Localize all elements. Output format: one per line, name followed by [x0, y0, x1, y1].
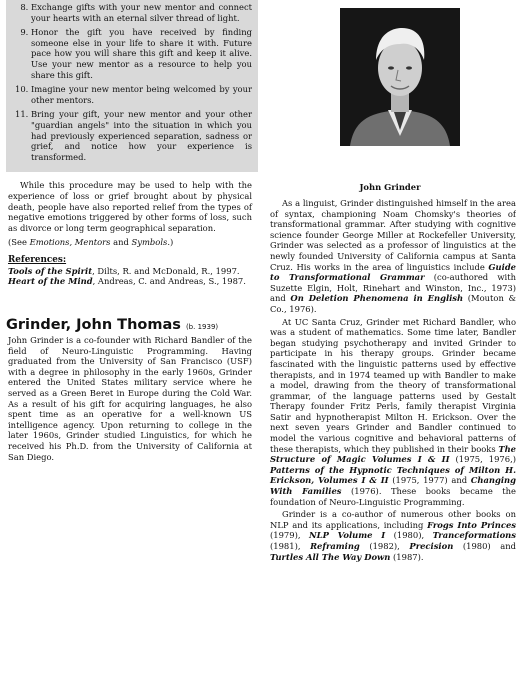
p3-text-f: (1982),: [359, 541, 410, 551]
references-heading: References:: [8, 254, 67, 265]
photo-caption: John Grinder: [359, 182, 421, 192]
p2-text-e: (1976). These books became the foundation of Neuro-Linguistic Programming.: [270, 486, 516, 507]
p3-text-d: (1980),: [385, 530, 433, 541]
reference-2-title: Heart of the Mind: [8, 276, 93, 287]
p3-text-g: (1980) and: [453, 541, 516, 551]
linguist-paragraph: [270, 198, 516, 315]
see-link-emotions-mentors[interactable]: Emotions, Mentors: [29, 237, 111, 248]
see-suffix: .): [167, 237, 174, 248]
p3-title-frogs: Frogs Into Princes: [427, 519, 516, 530]
bio-paragraph: John Grinder is a co-founder with Richard Bandler of the field of Neuro-Linguistic Programming. Having graduated from the University of San Francisco (USF) with a degree in philosophy in the early 1960s, Grinder entered the United States military service where he served as a Green Beret in Europe during the Cold War. As a result of his gift for acquiring languages, he also spent time as an operative for a well-known US intelligence agency. Upon returning to college in the later 1960s, Grinder studied Linguistics, for which he received his Ph.D. from the University of California at San Diego.: [8, 335, 252, 462]
p3-text-c: (1979),: [270, 530, 310, 541]
p2-title-patterns: Patterns of the Hypnotic Techniques of Milton H. Erickson, Volumes I & II: [270, 464, 516, 486]
portrait-photo: [340, 8, 460, 146]
p2-title-structure: The Structure of Magic Volumes I & II: [270, 443, 516, 465]
p3-text-e: (1981),: [270, 541, 311, 551]
coauthor-paragraph: [270, 509, 516, 562]
step-10: 10. Imagine your new mentor being welcomed by your other mentors.: [31, 84, 252, 105]
p3-text-a: Grinder is a co-author of numerous other books on NLP and its applications, including: [270, 509, 516, 530]
see-and: and: [110, 237, 132, 248]
entry-name: Grinder, John Thomas: [6, 317, 181, 334]
entry-dates: (b. 1939): [185, 323, 219, 332]
p3-title-tranceformations: Tranceformations: [432, 530, 516, 541]
p1-text-a: As a linguist, Grinder distinguished himself in the area of syntax, championing Noam Chomsky's theories of transformational grammar. After studying with cognitive science founder George Miller at Rockefeller University, Grinder was selected as a professor of linguistics at the newly founded University of California campus at Santa Cruz. His works in the area of linguistics include: [270, 198, 516, 272]
steps-list: [12, 2, 252, 162]
see-also: [8, 237, 252, 248]
p1-text-c: (co-authored with Suzette Elgin, Holt, Rinehart and Winston, Inc., 1973) and: [270, 272, 516, 304]
p3-title-turtles: Turtles All The Way Down: [270, 551, 391, 562]
p2-text-d: (1975, 1977) and: [388, 475, 471, 486]
p3-title-nlp: NLP Volume I: [309, 530, 386, 541]
bandler-paragraph: [270, 317, 516, 508]
left-column: [0, 0, 258, 462]
reference-1: [8, 266, 252, 277]
reference-1-details: , Dilts, R. and McDonald, R., 1997.: [92, 265, 240, 276]
step-8: 8. Exchange gifts with your new mentor and connect your hearts with an eternal silver thread of light.: [31, 2, 252, 23]
loss-paragraph: While this procedure may be used to help with the experience of loss or grief brought about by physical death, people have also reported relief from the types of negative emotions triggered by other forms of loss, such as divorce or long term geographical separation.: [8, 180, 252, 233]
step-9: 9. Honor the gift you have received by finding someone else in your life to share it with. Future pace how you will share this gift and keep it alive. Use your new mentor as a resource to help you share this gift.: [31, 27, 252, 80]
p2-text-a: At UC Santa Cruz, Grinder met Richard Bandler, who was a student of mathematics. Some time later, Bandler began studying psychotherapy and invited Grinder to participate in his therapy groups. Grinder became fascinated with the linguistic patterns used by effective therapists, and in 1974 teamed up with Bandler to make a model, drawing from the theory of transformational grammar, of the language patterns used by Gestalt Therapy founder Fritz Perls, family therapist Virginia Satir and hypnotherapist Milton H. Erickson. Over the next seven years Grinder and Bandler continued to model the various cognitive and behavioral patterns of these therapists, which they published in their books: [270, 316, 516, 454]
step-11: 11. Bring your gift, your new mentor and your other "guardian angels" into the situation in which you had previously experienced separation, sadness or grief, and notice how your experience is transformed.: [31, 109, 252, 162]
steps-box: [6, 0, 258, 172]
p1-title-guide: Guide to Transformational Grammar: [270, 261, 516, 283]
p1-title-deletion: On Deletion Phenomena in English: [290, 293, 464, 304]
entry-heading: [6, 317, 258, 333]
p2-title-families: Changing With Families: [270, 475, 516, 497]
p3-text-h: (1987).: [390, 551, 424, 562]
reference-2-details: , Andreas, C. and Andreas, S., 1987.: [92, 276, 246, 287]
portrait-illustration: [340, 8, 460, 146]
p2-text-c: (1975, 1976,): [449, 454, 516, 465]
right-column: [270, 0, 516, 562]
p1-text-d: (Mouton & Co., 1976).: [270, 293, 516, 314]
p3-title-reframing: Reframing: [310, 541, 360, 551]
reference-1-title: Tools of the Spirit: [8, 265, 93, 276]
see-link-symbols[interactable]: Symbols: [131, 237, 168, 248]
p3-title-precision: Precision: [409, 541, 454, 551]
see-prefix: (See: [8, 237, 30, 248]
reference-2: [8, 276, 252, 287]
